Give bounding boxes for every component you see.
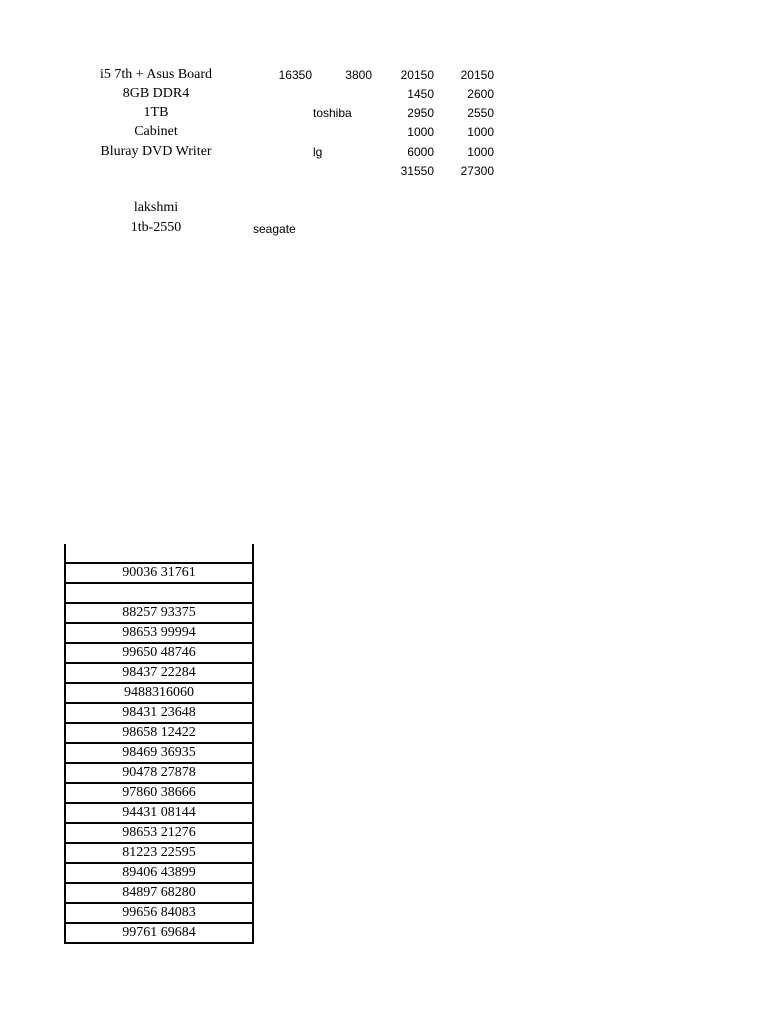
item-price-a: 6000	[407, 145, 434, 159]
table-row: 98469 36935	[66, 744, 252, 764]
item-price-a: 1000	[407, 125, 434, 139]
table-row	[66, 584, 252, 604]
table-row: 90036 31761	[66, 564, 252, 584]
item-name: i5 7th + Asus Board	[99, 67, 213, 82]
item-name: Bluray DVD Writer	[100, 144, 212, 159]
table-row: 98653 21276	[66, 824, 252, 844]
note-brand: seagate	[253, 222, 296, 236]
item-price-b: 1000	[467, 145, 494, 159]
table-row: 97860 38666	[66, 784, 252, 804]
item-price-a: 2950	[407, 106, 434, 120]
item-brand: toshiba	[313, 106, 352, 120]
item-price-b: 1000	[467, 125, 494, 139]
table-row: 9488316060	[66, 684, 252, 704]
item-price-b: 2600	[467, 87, 494, 101]
table-row: 94431 08144	[66, 804, 252, 824]
total-price-b: 27300	[460, 164, 494, 178]
item-price-b: 2550	[467, 106, 494, 120]
table-row: 99761 69684	[66, 924, 252, 944]
table-row: 81223 22595	[66, 844, 252, 864]
item-name: Cabinet	[134, 124, 178, 139]
item-brand: lg	[313, 145, 323, 159]
table-row: 88257 93375	[66, 604, 252, 624]
item-price-a: 1450	[407, 87, 434, 101]
table-row: 98437 22284	[66, 664, 252, 684]
total-price-a: 31550	[400, 164, 434, 178]
phone-table	[64, 544, 254, 944]
table-row: 90478 27878	[66, 764, 252, 784]
table-row: 89406 43899	[66, 864, 252, 884]
item-base-price: 16350	[278, 68, 312, 82]
table-row	[66, 544, 252, 564]
item-addon-price: 3800	[345, 68, 372, 82]
item-name: 1TB	[143, 105, 169, 120]
table-row: 84897 68280	[66, 884, 252, 904]
item-price-b: 20150	[460, 68, 494, 82]
note-hdd: 1tb-2550	[130, 220, 182, 235]
item-price-a: 20150	[400, 68, 434, 82]
table-row: 98431 23648	[66, 704, 252, 724]
table-row: 99650 48746	[66, 644, 252, 664]
table-row: 98653 99994	[66, 624, 252, 644]
table-row: 99656 84083	[66, 904, 252, 924]
item-name: 8GB DDR4	[122, 86, 190, 101]
note-name: lakshmi	[133, 200, 179, 215]
table-row: 98658 12422	[66, 724, 252, 744]
